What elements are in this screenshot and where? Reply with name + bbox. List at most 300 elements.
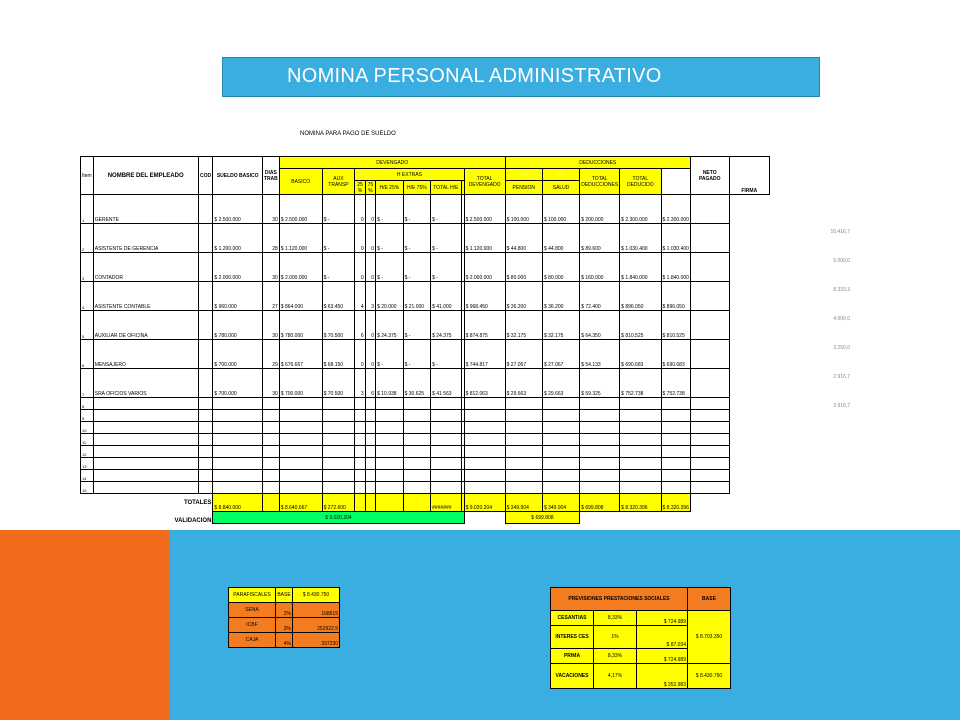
empty-cell bbox=[93, 398, 198, 410]
empty-cell bbox=[542, 470, 579, 482]
row-cod bbox=[198, 340, 213, 369]
header-total-ded: TOTAL DEDUCCIONES bbox=[580, 169, 620, 195]
row-h75: 0 bbox=[365, 311, 375, 340]
empty-cell bbox=[213, 422, 262, 434]
row-employee-name: SRA OFICIOS VARIOS bbox=[93, 369, 198, 398]
row-basico: $ 700.000 bbox=[279, 369, 322, 398]
empty-row bbox=[81, 398, 770, 410]
validacion-gap bbox=[464, 512, 505, 524]
row-neto: $ 752.738 bbox=[661, 369, 690, 398]
table-row bbox=[81, 224, 770, 253]
row-firma bbox=[690, 253, 729, 282]
empty-cell bbox=[198, 410, 213, 422]
empty-cell bbox=[661, 434, 690, 446]
empty-cell bbox=[262, 398, 279, 410]
header-total-he: TOTAL H/E bbox=[431, 181, 461, 195]
row-neto: $ 810.525 bbox=[661, 311, 690, 340]
empty-cell bbox=[355, 434, 365, 446]
row-total-he: $ 41.563 bbox=[431, 369, 461, 398]
empty-cell bbox=[620, 446, 661, 458]
empty-cell bbox=[198, 434, 213, 446]
prestaciones-base1: $ 8.703.350 bbox=[688, 611, 731, 664]
empty-cell bbox=[505, 458, 542, 470]
empty-cell bbox=[661, 470, 690, 482]
row-total-dev: $ 1.120.000 bbox=[464, 224, 505, 253]
row-pension: $ 100.000 bbox=[505, 195, 542, 224]
header-total-dev: TOTAL DEVENGADO bbox=[464, 169, 505, 195]
empty-cell bbox=[542, 434, 579, 446]
header-h75: 75 % bbox=[365, 181, 375, 195]
empty-cell bbox=[580, 422, 620, 434]
row-he25: $ - bbox=[376, 224, 404, 253]
empty-cell bbox=[355, 470, 365, 482]
row-aux: $ 70.500 bbox=[322, 311, 355, 340]
validacion-gap2 bbox=[580, 512, 729, 524]
row-he25: $ - bbox=[376, 253, 404, 282]
row-employee-name: ASISTENTE CONTABLE bbox=[93, 282, 198, 311]
empty-cell bbox=[262, 410, 279, 422]
empty-cell bbox=[620, 422, 661, 434]
empty-cell bbox=[464, 398, 505, 410]
header-sueldo: SUELDO BASICO bbox=[213, 157, 262, 195]
row-total-ded: $ 160.000 bbox=[580, 253, 620, 282]
row-cod bbox=[198, 224, 213, 253]
empty-cell bbox=[213, 482, 262, 494]
row-total-ded: $ 59.325 bbox=[580, 369, 620, 398]
empty-cell bbox=[403, 410, 431, 422]
row-item-number: 6 bbox=[81, 340, 94, 369]
row-he75: $ - bbox=[403, 311, 431, 340]
row-he25: $ - bbox=[376, 340, 404, 369]
row-total-ded: $ 89.600 bbox=[580, 224, 620, 253]
empty-cell bbox=[279, 458, 322, 470]
totals-aux: $ 272.600 bbox=[322, 494, 355, 512]
empty-cell bbox=[355, 458, 365, 470]
empty-cell bbox=[464, 422, 505, 434]
row-dias: 27 bbox=[262, 282, 279, 311]
empty-cell bbox=[403, 434, 431, 446]
row-h25: 0 bbox=[355, 253, 365, 282]
empty-cell bbox=[431, 458, 461, 470]
row-salud: $ 29.663 bbox=[542, 369, 579, 398]
empty-cell bbox=[365, 398, 375, 410]
row-cod bbox=[198, 282, 213, 311]
empty-cell bbox=[322, 422, 355, 434]
header-hextras: H EXTRAS bbox=[355, 169, 464, 181]
caja-value: 337230 bbox=[293, 633, 340, 648]
sena-pct: 2% bbox=[276, 603, 293, 618]
empty-cell bbox=[262, 434, 279, 446]
row-neto: $ 2.300.000 bbox=[661, 195, 690, 224]
row-total-dev: $ 2.000.000 bbox=[464, 253, 505, 282]
caja-pct: 4% bbox=[276, 633, 293, 648]
row-total-he: $ 41.000 bbox=[431, 282, 461, 311]
row-total-ded: $ 64.350 bbox=[580, 311, 620, 340]
empty-cell bbox=[93, 482, 198, 494]
empty-cell bbox=[620, 470, 661, 482]
prima-value: $ 724.989 bbox=[637, 649, 688, 664]
empty-cell bbox=[505, 434, 542, 446]
empty-row bbox=[81, 482, 770, 494]
row-dias: 29 bbox=[262, 340, 279, 369]
validacion-row bbox=[81, 512, 770, 524]
empty-cell bbox=[213, 434, 262, 446]
empty-cell bbox=[198, 446, 213, 458]
row-pension: $ 29.663 bbox=[505, 369, 542, 398]
row-h25: 6 bbox=[355, 311, 365, 340]
header-dias: DIAS TRAB bbox=[262, 157, 279, 195]
row-basico: $ 2.000.000 bbox=[279, 253, 322, 282]
row-h75: 0 bbox=[365, 224, 375, 253]
totals-firma bbox=[690, 494, 729, 512]
empty-cell bbox=[365, 410, 375, 422]
row-item-number: 1 bbox=[81, 195, 94, 224]
row-pension: $ 32.175 bbox=[505, 311, 542, 340]
row-employee-name: ASISTENTE DE GERENCIA bbox=[93, 224, 198, 253]
empty-cell bbox=[279, 470, 322, 482]
empty-cell bbox=[355, 410, 365, 422]
sheet-subtitle: NOMINA PARA PAGO DE SUELDO bbox=[300, 131, 396, 137]
empty-row bbox=[81, 446, 770, 458]
empty-cell bbox=[661, 446, 690, 458]
row-firma bbox=[690, 369, 729, 398]
empty-cell bbox=[93, 446, 198, 458]
totals-basico: $ 8.640.667 bbox=[279, 494, 322, 512]
row-firma bbox=[690, 340, 729, 369]
empty-cell bbox=[355, 398, 365, 410]
row-aux: $ - bbox=[322, 253, 355, 282]
empty-cell bbox=[464, 482, 505, 494]
totals-he75 bbox=[403, 494, 431, 512]
header-pct-salud: 4% bbox=[542, 169, 579, 181]
row-total-deducido: $ 896.050 bbox=[620, 282, 661, 311]
empty-cell bbox=[505, 398, 542, 410]
side-value: 10.416,7 bbox=[830, 229, 850, 235]
empty-cell bbox=[690, 446, 729, 458]
empty-cell bbox=[431, 470, 461, 482]
empty-cell bbox=[365, 434, 375, 446]
row-dias: 28 bbox=[262, 224, 279, 253]
empty-cell bbox=[464, 458, 505, 470]
empty-cell bbox=[322, 482, 355, 494]
empty-cell bbox=[262, 458, 279, 470]
empty-cell bbox=[93, 470, 198, 482]
empty-cell bbox=[505, 446, 542, 458]
table-row bbox=[81, 253, 770, 282]
empty-cell bbox=[279, 398, 322, 410]
empty-cell bbox=[213, 446, 262, 458]
empty-cell bbox=[580, 458, 620, 470]
empty-cell bbox=[542, 398, 579, 410]
prestaciones-title: PREVISIONES PRESTACIONES SOCIALES bbox=[551, 588, 688, 611]
empty-cell bbox=[355, 446, 365, 458]
empty-cell bbox=[365, 422, 375, 434]
row-h25: 4 bbox=[355, 282, 365, 311]
row-total-ded: $ 72.400 bbox=[580, 282, 620, 311]
row-dias: 30 bbox=[262, 253, 279, 282]
sena-label: SENA bbox=[229, 603, 276, 618]
empty-cell bbox=[93, 458, 198, 470]
empty-cell bbox=[690, 470, 729, 482]
row-total-he: $ - bbox=[431, 253, 461, 282]
intereses-value: $ 87.034 bbox=[637, 626, 688, 649]
empty-cell bbox=[661, 422, 690, 434]
empty-cell bbox=[365, 458, 375, 470]
empty-cell bbox=[198, 422, 213, 434]
row-h75: 0 bbox=[365, 253, 375, 282]
empty-cell bbox=[690, 434, 729, 446]
totals-sueldo: $ 8.840.000 bbox=[213, 494, 262, 512]
row-item-number: 11 bbox=[81, 434, 94, 446]
row-item-number: 12 bbox=[81, 446, 94, 458]
parafiscales-table bbox=[228, 587, 340, 648]
empty-cell bbox=[690, 458, 729, 470]
header-firma: FIRMA bbox=[729, 157, 769, 195]
totals-label: TOTALES bbox=[183, 499, 212, 506]
empty-cell bbox=[376, 398, 404, 410]
totals-total-ded: $ 699.808 bbox=[580, 494, 620, 512]
totals-total-deducido: $ 8.320.396 bbox=[620, 494, 661, 512]
empty-cell bbox=[262, 446, 279, 458]
empty-cell bbox=[661, 482, 690, 494]
empty-cell bbox=[431, 398, 461, 410]
row-employee-name: CONTADOR bbox=[93, 253, 198, 282]
caja-label: CAJA bbox=[229, 633, 276, 648]
empty-cell bbox=[365, 446, 375, 458]
row-cod bbox=[198, 253, 213, 282]
row-total-he: $ - bbox=[431, 195, 461, 224]
row-he75: $ 30.625 bbox=[403, 369, 431, 398]
empty-cell bbox=[262, 482, 279, 494]
row-h25: 0 bbox=[355, 195, 365, 224]
empty-cell bbox=[431, 446, 461, 458]
totals-total-dev: $ 9.020.204 bbox=[464, 494, 505, 512]
row-cod bbox=[198, 195, 213, 224]
row-total-he: $ - bbox=[431, 224, 461, 253]
totals-row bbox=[81, 494, 770, 512]
header-item: Item bbox=[81, 157, 94, 195]
row-h25: 0 bbox=[355, 224, 365, 253]
table-row bbox=[81, 369, 770, 398]
row-total-dev: $ 2.500.000 bbox=[464, 195, 505, 224]
vacaciones-value: $ 352.983 bbox=[637, 664, 688, 689]
empty-cell bbox=[322, 458, 355, 470]
row-pension: $ 80.000 bbox=[505, 253, 542, 282]
totals-he25 bbox=[376, 494, 404, 512]
row-pension: $ 27.067 bbox=[505, 340, 542, 369]
row-item-number: 2 bbox=[81, 224, 94, 253]
row-total-deducido: $ 752.738 bbox=[620, 369, 661, 398]
row-firma bbox=[690, 195, 729, 224]
row-he75: $ 21.000 bbox=[403, 282, 431, 311]
empty-cell bbox=[580, 446, 620, 458]
cesantias-label: CESANTIAS bbox=[551, 611, 594, 626]
totals-pension: $ 349.904 bbox=[505, 494, 542, 512]
row-cod bbox=[198, 311, 213, 340]
row-salud: $ 27.067 bbox=[542, 340, 579, 369]
empty-cell bbox=[376, 458, 404, 470]
empty-cell bbox=[542, 482, 579, 494]
header-he75: H/E 75% bbox=[403, 181, 431, 195]
row-aux: $ - bbox=[322, 224, 355, 253]
header-aux: AUX TRANSP bbox=[322, 169, 355, 195]
totals-salud: $ 349.904 bbox=[542, 494, 579, 512]
empty-cell bbox=[93, 422, 198, 434]
empty-cell bbox=[403, 482, 431, 494]
empty-cell bbox=[403, 458, 431, 470]
prestaciones-base2: $ 8.430.750 bbox=[688, 664, 731, 689]
empty-cell bbox=[542, 458, 579, 470]
header-devengado: DEVENGADO bbox=[279, 157, 505, 169]
empty-cell bbox=[355, 482, 365, 494]
prestaciones-base-label: BASE bbox=[688, 588, 731, 611]
header-cod: COD bbox=[198, 157, 213, 195]
empty-cell bbox=[620, 410, 661, 422]
intereses-label: INTERES CES bbox=[551, 626, 594, 649]
empty-cell bbox=[322, 470, 355, 482]
empty-cell bbox=[213, 398, 262, 410]
row-total-ded: $ 200.000 bbox=[580, 195, 620, 224]
row-firma bbox=[690, 282, 729, 311]
empty-cell bbox=[542, 422, 579, 434]
row-sueldo: $ 1.200.000 bbox=[213, 224, 262, 253]
empty-cell bbox=[620, 482, 661, 494]
row-sueldo: $ 2.500.000 bbox=[213, 195, 262, 224]
row-total-he: $ - bbox=[431, 340, 461, 369]
empty-cell bbox=[376, 482, 404, 494]
row-item-number: 14 bbox=[81, 470, 94, 482]
empty-cell bbox=[213, 458, 262, 470]
empty-row bbox=[81, 422, 770, 434]
row-firma bbox=[690, 311, 729, 340]
row-neto: $ 690.683 bbox=[661, 340, 690, 369]
row-item-number: 13 bbox=[81, 458, 94, 470]
row-neto: $ 896.050 bbox=[661, 282, 690, 311]
empty-cell bbox=[376, 422, 404, 434]
header-salud: SALUD bbox=[542, 181, 579, 195]
empty-cell bbox=[262, 470, 279, 482]
empty-row bbox=[81, 410, 770, 422]
row-h75: 0 bbox=[365, 195, 375, 224]
empty-cell bbox=[690, 410, 729, 422]
row-neto: $ 1.840.000 bbox=[661, 253, 690, 282]
icbf-pct: 3% bbox=[276, 618, 293, 633]
empty-cell bbox=[580, 470, 620, 482]
row-item-number: 3 bbox=[81, 253, 94, 282]
row-sueldo: $ 2.000.000 bbox=[213, 253, 262, 282]
row-h25: 3 bbox=[355, 369, 365, 398]
empty-cell bbox=[505, 482, 542, 494]
empty-row bbox=[81, 434, 770, 446]
prestaciones-table bbox=[550, 587, 731, 689]
totals-h25 bbox=[355, 494, 365, 512]
row-salud: $ 36.200 bbox=[542, 282, 579, 311]
header-pct-pension: 4% bbox=[505, 169, 542, 181]
empty-cell bbox=[279, 482, 322, 494]
row-he75: $ - bbox=[403, 253, 431, 282]
empty-cell bbox=[431, 422, 461, 434]
empty-cell bbox=[580, 482, 620, 494]
header-h25: 25 % bbox=[355, 181, 365, 195]
cesantias-value: $ 724.989 bbox=[637, 611, 688, 626]
empty-cell bbox=[580, 398, 620, 410]
prima-pct: 8,33% bbox=[594, 649, 637, 664]
row-total-dev: $ 744.817 bbox=[464, 340, 505, 369]
empty-cell bbox=[198, 458, 213, 470]
empty-cell bbox=[213, 410, 262, 422]
row-he25: $ 20.000 bbox=[376, 282, 404, 311]
row-dias: 30 bbox=[262, 311, 279, 340]
empty-cell bbox=[279, 434, 322, 446]
row-he25: $ - bbox=[376, 195, 404, 224]
empty-row bbox=[81, 458, 770, 470]
row-total-deducido: $ 810.525 bbox=[620, 311, 661, 340]
side-value: 5.000,0 bbox=[833, 258, 850, 264]
parafiscales-title: PARAFISCALES bbox=[229, 588, 276, 603]
empty-cell bbox=[355, 422, 365, 434]
row-total-dev: $ 874.875 bbox=[464, 311, 505, 340]
decor-orange-block bbox=[0, 530, 170, 720]
side-value: 8.333,3 bbox=[833, 287, 850, 293]
empty-cell bbox=[279, 410, 322, 422]
row-sueldo: $ 700.000 bbox=[213, 340, 262, 369]
totals-neto: $ 8.320.396 bbox=[661, 494, 690, 512]
side-value: 2.916,7 bbox=[833, 374, 850, 380]
empty-cell bbox=[376, 470, 404, 482]
totals-dias bbox=[262, 494, 279, 512]
row-total-deducido: $ 1.030.400 bbox=[620, 224, 661, 253]
empty-cell bbox=[661, 410, 690, 422]
validacion-devengado: $ 9.020.204 bbox=[213, 512, 464, 524]
empty-cell bbox=[376, 446, 404, 458]
row-he75: $ - bbox=[403, 224, 431, 253]
side-value: 4.000,0 bbox=[833, 316, 850, 322]
header-nombre: NOMBRE DEL EMPLEADO bbox=[93, 157, 198, 195]
icbf-value: 252922,5 bbox=[293, 618, 340, 633]
header-basico: BASICO bbox=[279, 169, 322, 195]
empty-cell bbox=[403, 422, 431, 434]
row-dias: 30 bbox=[262, 369, 279, 398]
row-total-dev: $ 968.450 bbox=[464, 282, 505, 311]
row-cod bbox=[198, 369, 213, 398]
row-salud: $ 44.800 bbox=[542, 224, 579, 253]
empty-row bbox=[81, 470, 770, 482]
empty-cell bbox=[403, 470, 431, 482]
row-item-number: 9 bbox=[81, 410, 94, 422]
row-aux: $ 68.150 bbox=[322, 340, 355, 369]
title-banner bbox=[222, 57, 820, 97]
vacaciones-pct: 4,17% bbox=[594, 664, 637, 689]
header-deducciones: DEDUCCIONES bbox=[505, 157, 690, 169]
side-value: 3.250,0 bbox=[833, 345, 850, 351]
row-dias: 30 bbox=[262, 195, 279, 224]
empty-cell bbox=[690, 422, 729, 434]
empty-cell bbox=[365, 482, 375, 494]
row-item-number: 8 bbox=[81, 398, 94, 410]
empty-cell bbox=[365, 470, 375, 482]
row-aux: $ 63.450 bbox=[322, 282, 355, 311]
empty-cell bbox=[464, 434, 505, 446]
empty-cell bbox=[403, 398, 431, 410]
row-employee-name: MENSAJERO bbox=[93, 340, 198, 369]
empty-cell bbox=[322, 410, 355, 422]
empty-cell bbox=[580, 434, 620, 446]
empty-cell bbox=[198, 398, 213, 410]
empty-cell bbox=[279, 422, 322, 434]
row-employee-name: AUXILIAR DE OFICINA bbox=[93, 311, 198, 340]
validacion-deducciones: $ 699.808 bbox=[505, 512, 580, 524]
empty-cell bbox=[464, 446, 505, 458]
